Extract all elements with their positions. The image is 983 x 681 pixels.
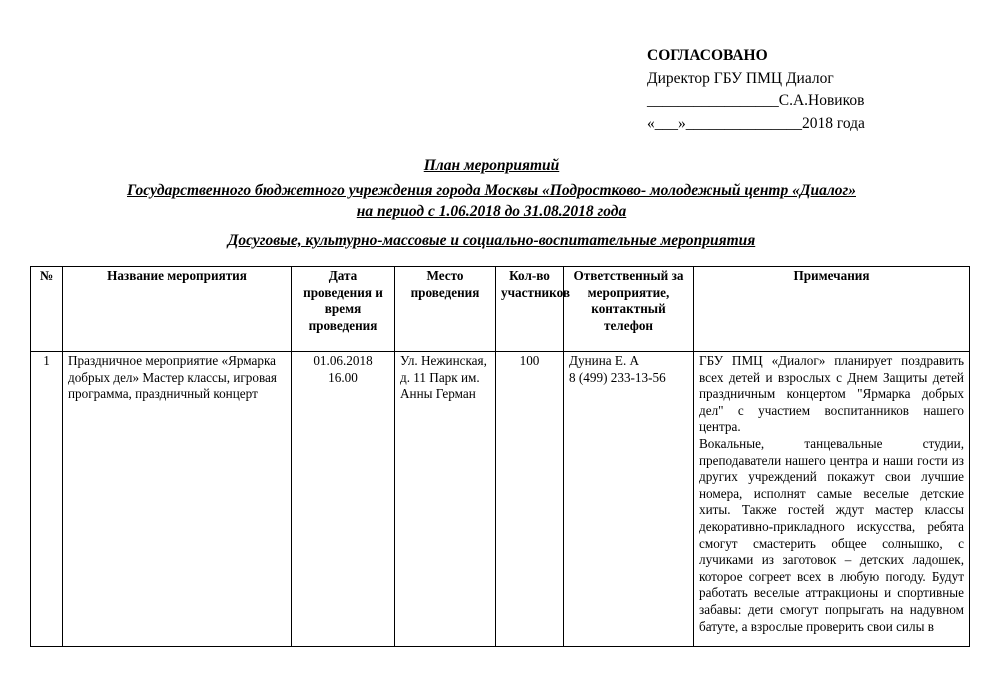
responsible-phone: 8 (499) 233-13-56 xyxy=(569,369,666,385)
responsible-name: Дунина Е. А xyxy=(569,353,640,368)
approval-heading: СОГЛАСОВАНО xyxy=(647,47,768,64)
event-date: 01.06.2018 xyxy=(313,353,373,368)
approval-position: Директор ГБУ ПМЦ Диалог xyxy=(647,69,834,87)
events-table xyxy=(30,266,970,647)
header-place: Место проведения xyxy=(395,267,496,352)
cell-count: 100 xyxy=(496,352,564,647)
cell-name: Праздничное мероприятие «Ярмарка добрых дел» Мастер классы, игровая программа, праздничный концерт xyxy=(63,352,292,647)
table-row xyxy=(31,352,970,647)
cell-place: Ул. Нежинская, д. 11 Парк им. Анны Герман xyxy=(395,352,496,647)
header-responsible: Ответственный за мероприятие, контактный телефон xyxy=(564,267,694,352)
header-name: Название мероприятия xyxy=(63,267,292,352)
cell-num: 1 xyxy=(31,352,63,647)
notes-paragraph-2: Вокальные, танцевальные студии, преподаватели нашего центра и наши гости из других учреждений покажут свои лучшие номера, исполнят самые веселые детские хиты. Также гостей ждут мастер классы декоративно-прикладного искусства, ребята смогут смастерить общее солнышко, с лучиками из заготовок – детских ладошек, которое согреет всех в любую погоду. Будут работать веселые аттракционы и спортивные забавы: дети смогут попрыгать на надувном батуте, а взрослые проверить свои силы в xyxy=(699,435,964,634)
header-date: Дата проведения и время проведения xyxy=(292,267,395,352)
cell-notes xyxy=(694,352,970,647)
header-notes: Примечания xyxy=(694,267,970,352)
cell-responsible xyxy=(564,352,694,647)
cell-date xyxy=(292,352,395,647)
header-num: № xyxy=(31,267,63,352)
plan-period: на период с 1.06.2018 до 31.08.2018 года xyxy=(356,203,627,220)
notes-paragraph-1: ГБУ ПМЦ «Диалог» планирует поздравить всех детей и взрослых с Днем Защиты детей праздничным концертом "Ярмарка добрых дел" с участием воспитанников нашего центра. xyxy=(699,353,964,435)
approval-block xyxy=(647,45,865,135)
event-time: 16.00 xyxy=(328,369,358,385)
approval-signature-line: _________________С.А.Новиков xyxy=(647,92,865,109)
document-title: План мероприятий xyxy=(423,157,560,174)
table-header-row xyxy=(31,267,970,352)
organization-name: Государственного бюджетного учреждения города Москвы «Подростково- молодежный центр «Диалог» xyxy=(127,182,856,199)
section-title: Досуговые, культурно-массовые и социально-воспитательные мероприятия xyxy=(227,232,756,249)
approval-date-line: «___»_______________2018 года xyxy=(647,114,865,132)
header-count: Кол-во участников xyxy=(496,267,564,352)
